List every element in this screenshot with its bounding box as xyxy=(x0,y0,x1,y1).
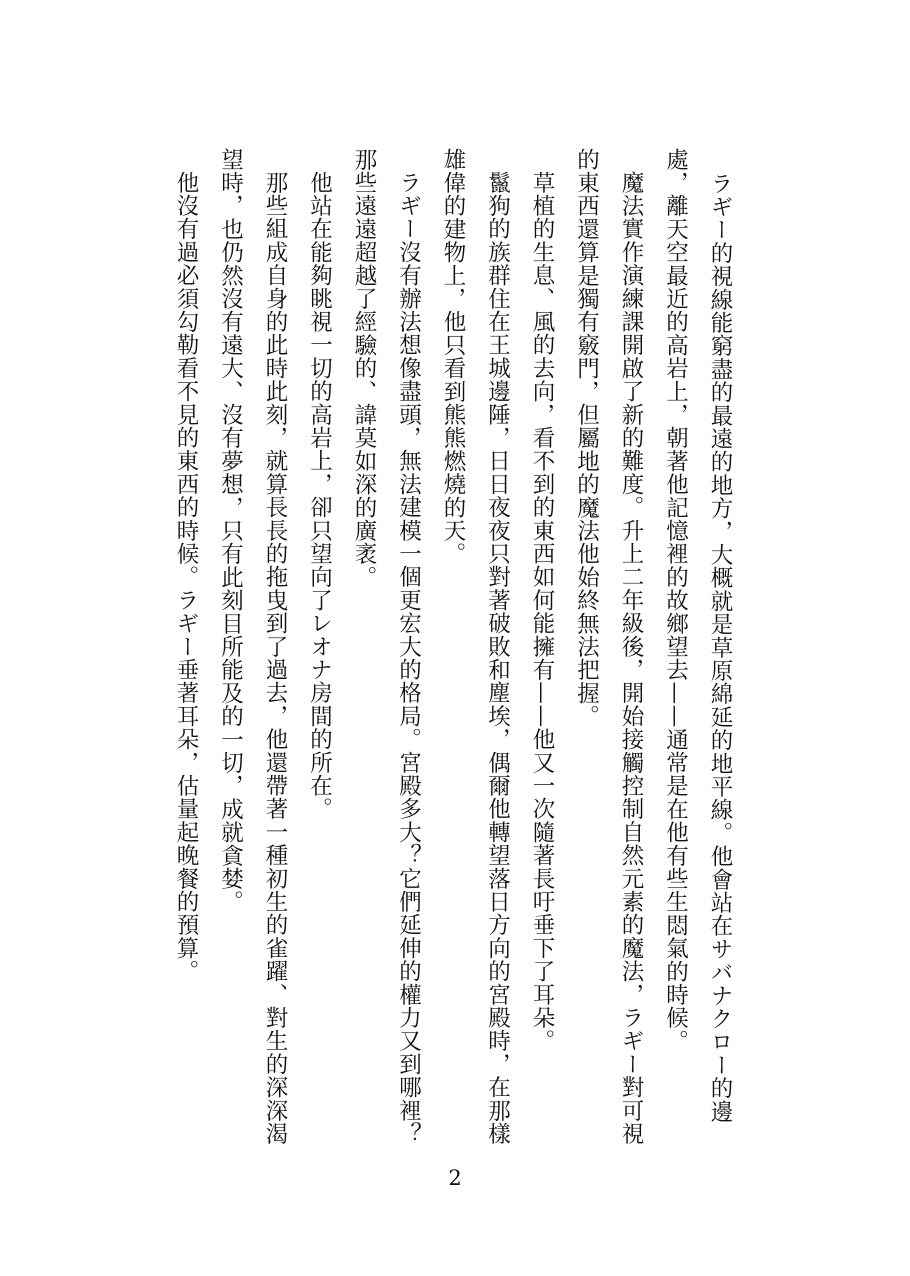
paragraph-4: 鬣狗的族群住在王城邊陲，日日夜夜只對著破敗和塵埃，偶爾他轉望落日方向的宮殿時，在那樣雄偉的建物上，他只看到熊熊燃燒的天。 xyxy=(440,148,511,1145)
paragraph-5: ラギー沒有辦法想像盡頭，無法建模一個更宏大的格局。宮殿多大？它們延伸的權力又到哪裡？那些遠遠超越了經驗的、諱莫如深的廣袤。 xyxy=(351,148,422,1145)
paragraph-1: ラギー的視線能窮盡的最遠的地方，大概就是草原綿延的地平線。他會站在サバナクロー的邊處，離天空最近的高岩上，朝著他記憶裡的故鄉望去——通常是在他有些生悶氣的時候。 xyxy=(662,148,733,1123)
paragraph-6: 他站在能夠眺視一切的高岩上，卻只望向了レオナ房間的所在。 xyxy=(306,170,333,821)
page-number: 2 xyxy=(448,1166,462,1190)
paragraph-7: 那些組成自身的此時此刻，就算長長的拖曳到了過去，他還帶著一種初生的雀躍、對生的深深渴望時，也仍然沒有遠大、沒有夢想，只有此刻目所能及的一切，成就貪婪。 xyxy=(217,148,288,1145)
paragraph-2: 魔法實作演練課開啟了新的難度。升上二年級後，開始接觸控制自然元素的魔法，ラギー對可視的東西還算是獨有竅門，但屬地的魔法他始終無法把握。 xyxy=(573,148,644,1145)
paragraph-3: 草植的生息、風的去向，看不到的東西如何能擁有——他又一次隨著長吁垂下了耳朵。 xyxy=(529,170,555,1053)
paragraph-8: 他沒有過必須勾勒看不見的東西的時候。ラギー垂著耳朵，估量起晚餐的預算。 xyxy=(173,170,199,983)
vertical-text-body xyxy=(164,148,743,1148)
